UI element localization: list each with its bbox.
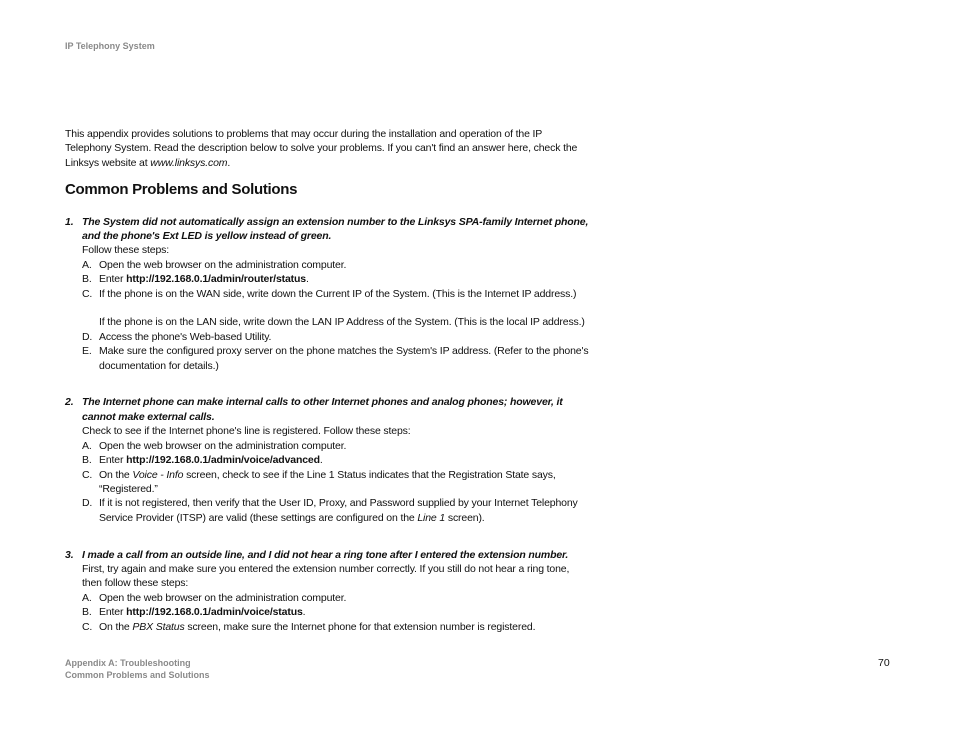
step-text-end: screen, make sure the Internet phone for that extension number is registered. <box>184 620 536 633</box>
step-letter: B. <box>82 454 92 467</box>
step-text: Open the web browser on the administration computer. <box>99 591 347 604</box>
problem-number: 1. <box>65 215 74 228</box>
step-letter: D. <box>82 330 93 343</box>
problem-title-text: The System did not automatically assign an extension number to the Linksys SPA-family Internet phone, and the phone's Ext LED is yellow instead of green. <box>82 215 589 243</box>
problem-3 <box>65 548 590 634</box>
url-text[interactable]: http://192.168.0.1/admin/router/status <box>126 273 306 286</box>
step-item <box>65 453 590 467</box>
step-letter: B. <box>82 273 92 286</box>
step-text: On the <box>99 620 133 633</box>
section-heading: Common Problems and Solutions <box>65 181 298 199</box>
step-letter: E. <box>82 345 92 358</box>
footer-section-title: Common Problems and Solutions <box>65 670 210 680</box>
step-letter: B. <box>82 606 92 619</box>
problem-title <box>65 215 590 244</box>
step-text: If it is not registered, then verify that the User ID, Proxy, and Password supplied by your Internet Telephony Service Provider (ITSP) are valid (these settings are configured on the <box>99 497 578 524</box>
step-item <box>65 439 590 453</box>
step-letter: A. <box>82 258 92 271</box>
page-footer <box>65 657 210 681</box>
screen-name: Line 1 <box>417 511 446 524</box>
intro-text-end: . <box>227 156 231 169</box>
step-text-end: . <box>305 273 309 286</box>
step-continuation: If the phone is on the LAN side, write down the LAN IP Address of the System. (This is the local IP address.) <box>99 316 585 329</box>
running-header: IP Telephony System <box>65 41 155 51</box>
step-item <box>65 258 590 272</box>
document-body <box>65 127 590 642</box>
step-text-end: screen). <box>445 511 485 524</box>
step-item <box>65 287 590 330</box>
url-text[interactable]: http://192.168.0.1/admin/voice/advanced <box>126 454 320 467</box>
footer-appendix-title: Appendix A: Troubleshooting <box>65 658 191 668</box>
step-text: Access the phone's Web-based Utility. <box>99 330 272 343</box>
step-item <box>65 272 590 286</box>
problem-intro: Check to see if the Internet phone's line is registered. Follow these steps: <box>82 425 411 438</box>
spacer <box>99 301 590 315</box>
step-text: Make sure the configured proxy server on the phone matches the System's IP address. (Refer to the phone's documentation for details.) <box>99 345 589 372</box>
linksys-website-link[interactable]: www.linksys.com <box>150 156 228 169</box>
step-list <box>65 439 590 525</box>
step-item <box>65 605 590 619</box>
problem-title <box>65 548 590 562</box>
problem-intro: First, try again and make sure you entered the extension number correctly. If you still do not hear a ring tone, then follow these steps: <box>82 562 570 590</box>
step-item <box>65 330 590 344</box>
step-letter: C. <box>82 287 93 300</box>
step-letter: C. <box>82 468 93 481</box>
page-number: 70 <box>878 657 890 669</box>
problem-number: 2. <box>65 396 74 409</box>
step-list <box>65 591 590 634</box>
step-text-end: . <box>319 454 323 467</box>
problem-2 <box>65 395 590 525</box>
step-text: Enter <box>99 454 127 467</box>
step-text-end: . <box>302 606 306 619</box>
step-item <box>65 620 590 634</box>
step-list <box>65 258 590 373</box>
problem-1 <box>65 215 590 373</box>
spacer <box>65 381 590 395</box>
problem-title-text: The Internet phone can make internal calls to other Internet phones and analog phones; however, it cannot make external calls. <box>82 396 563 423</box>
step-text: Enter <box>99 273 127 286</box>
step-letter: D. <box>82 497 93 510</box>
step-item <box>65 468 590 497</box>
url-text[interactable]: http://192.168.0.1/admin/voice/status <box>126 606 303 619</box>
step-text-end: screen, check to see if the Line 1 Status indicates that the Registration State says, “Registered.” <box>99 468 556 495</box>
step-text: Open the web browser on the administration computer. <box>99 258 347 271</box>
step-text: On the <box>99 468 133 481</box>
screen-name: PBX Status <box>132 620 185 633</box>
step-item <box>65 496 590 525</box>
intro-paragraph <box>65 127 590 170</box>
step-letter: A. <box>82 591 92 604</box>
step-item <box>65 344 590 373</box>
problem-number: 3. <box>65 548 74 561</box>
screen-name: Voice - Info <box>132 468 184 481</box>
problem-intro: Follow these steps: <box>82 244 170 257</box>
problem-title-text: I made a call from an outside line, and I did not hear a ring tone after I entered the extension number. <box>82 548 569 561</box>
step-letter: A. <box>82 439 92 452</box>
step-text: If the phone is on the WAN side, write down the Current IP of the System. (This is the Internet IP address.) <box>99 287 577 300</box>
step-letter: C. <box>82 620 93 633</box>
step-text: Open the web browser on the administration computer. <box>99 439 347 452</box>
step-text: Enter <box>99 606 127 619</box>
step-item <box>65 591 590 605</box>
problem-title <box>65 395 590 424</box>
intro-text: This appendix provides solutions to problems that may occur during the installation and operation of the IP Telephony System. Read the description below to solve your problems. If you can't find an answer here, check the Linksys website at <box>65 128 578 169</box>
spacer <box>65 533 590 547</box>
